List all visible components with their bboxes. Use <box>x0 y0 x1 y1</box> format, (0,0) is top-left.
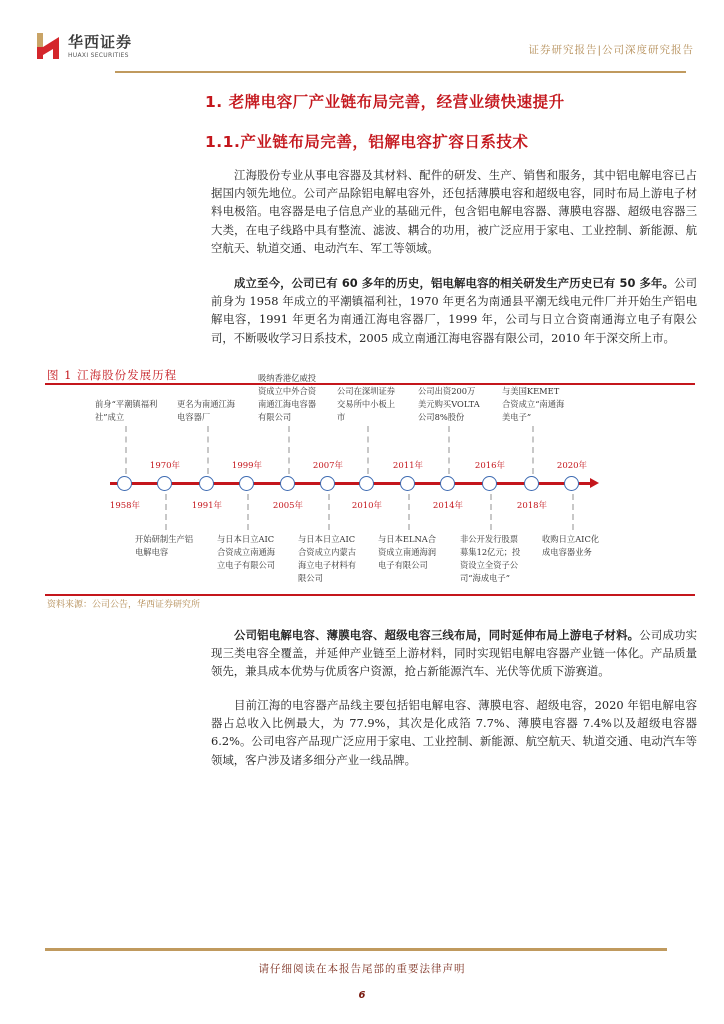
timeline-year-label: 2014年 <box>432 501 464 511</box>
timeline-event-note: 与美国KEMET合资成立“南通海美电子” <box>502 386 565 422</box>
paragraph-bold-lead: 成立至今，公司已有 60 多年的历史，铝电解电容的相关研发生产历史已有 50 多年。 <box>234 276 675 290</box>
timeline-event-note: 更名为南通江海电容器厂 <box>177 399 236 422</box>
timeline-arrow-icon <box>590 478 599 488</box>
timeline-year-label: 2020年 <box>556 461 588 471</box>
timeline-connector <box>490 494 492 530</box>
timeline-year-label: 2016年 <box>474 461 506 471</box>
timeline-event-note: 与日本日立AIC合资成立南通海立电子有限公司 <box>217 534 276 570</box>
timeline-year-label: 2011年 <box>392 461 424 471</box>
timeline-node <box>239 476 254 491</box>
timeline-year-label: 2007年 <box>312 461 344 471</box>
timeline-year-label: 1970年 <box>149 461 181 471</box>
paragraph-company-overview <box>211 166 697 257</box>
timeline-event-note: 公司出资200万美元购买VOLTA公司8%股份 <box>418 386 480 422</box>
paragraph-text: 公司前身为 1958 年成立的平潮镇福利社，1970 年更名为南通县平潮无线电元件厂并开始生产铝电解电容，1991 年更名为南通江海电容器厂，1999 年，公司与日立合资南通海立电子有限公司，不断吸收学习日系技术，2005 成立南通江海电容器有限公司，2010 年于深交所上市。 <box>211 276 697 345</box>
timeline-node <box>320 476 335 491</box>
logo-chinese-name: 华西证券 <box>68 33 133 51</box>
timeline-event-note: 收购日立AIC化成电容器业务 <box>542 534 600 557</box>
timeline-node <box>564 476 579 491</box>
timeline-node <box>199 476 214 491</box>
legal-disclaimer: 请仔细阅读在本报告尾部的重要法律声明 <box>258 963 466 975</box>
timeline-node <box>359 476 374 491</box>
timeline-event-note: 与日本日立AIC合资成立内蒙古海立电子材料有限公司 <box>298 534 357 583</box>
paragraph-text: 公司成功实现三类电容全覆盖，并延伸产业链至上游材料，同时实现铝电解电容器产业链一体化。产品质量领先，兼具成本优势与优质客户资源，抢占新能源汽车、光伏等优质下游赛道。 <box>211 628 697 679</box>
footer-divider <box>45 948 667 951</box>
timeline-connector <box>532 426 534 474</box>
section-heading-1: 1. 老牌电容厂产业链布局完善，经营业绩快速提升 <box>205 93 565 111</box>
timeline-event-note: 与日本ELNA合资成立南通海润电子有限公司 <box>378 534 437 570</box>
timeline-connector <box>328 494 330 530</box>
paragraph-company-history <box>211 274 697 347</box>
timeline-connector <box>165 494 167 530</box>
paragraph-product-lines <box>211 626 697 681</box>
timeline-year-label: 1991年 <box>191 501 223 511</box>
timeline-event-note: 吸纳香港亿威投资成立中外合资南通江海电容器有限公司 <box>258 373 317 422</box>
huaxi-logo-icon <box>37 33 59 59</box>
timeline-node <box>117 476 132 491</box>
timeline-node <box>400 476 415 491</box>
figure-source: 资料来源：公司公告，华西证券研究所 <box>47 600 201 610</box>
timeline-connector <box>367 426 369 474</box>
timeline-connector <box>572 494 574 530</box>
timeline-node <box>482 476 497 491</box>
timeline-year-label: 2018年 <box>516 501 548 511</box>
timeline-node <box>157 476 172 491</box>
timeline-event-note: 公司在深圳证券交易所中小板上市 <box>337 386 396 422</box>
header-divider <box>115 71 686 73</box>
timeline-event-note: 非公开发行股票募集12亿元；投资设立全资子公司“海成电子” <box>460 534 521 583</box>
figure-title: 图 1 江海股份发展历程 <box>47 368 178 382</box>
timeline-year-label: 2010年 <box>351 501 383 511</box>
timeline-node <box>524 476 539 491</box>
paragraph-text: 江海股份专业从事电容器及其材料、配件的研发、生产、销售和服务，其中铝电解电容已占据国内领先地位。公司产品除铝电解电容外，还包括薄膜电容和超级电容，同时布局上游电子材料电极箔。电容器是电子信息产业的基础元件，包含铝电解电容器、薄膜电容器、超级电容器三大类，在电子线路中具有整流、滤波、耦合的功用，被广泛应用于家电、工业控制、新能源、航空航天、轨道交通、电动汽车、军工等领域。 <box>211 168 697 255</box>
timeline-node <box>440 476 455 491</box>
paragraph-bold-lead: 公司铝电解电容、薄膜电容、超级电容三线布局，同时延伸布局上游电子材料。 <box>234 628 640 642</box>
timeline-axis <box>110 482 592 485</box>
figure-bottom-rule <box>45 594 695 596</box>
timeline-node <box>280 476 295 491</box>
report-type-label: 证券研究报告|公司深度研究报告 <box>528 44 694 56</box>
logo-english-name: HUAXI SECURITIES <box>68 52 129 59</box>
timeline-connector <box>408 494 410 530</box>
timeline-year-label: 1999年 <box>231 461 263 471</box>
timeline-connector <box>448 426 450 474</box>
timeline-connector <box>247 494 249 530</box>
timeline-connector <box>207 426 209 474</box>
timeline-connector <box>125 426 127 474</box>
page-number: 6 <box>358 990 366 1001</box>
timeline-year-label: 2005年 <box>272 501 304 511</box>
timeline-year-label: 1958年 <box>109 501 141 511</box>
paragraph-revenue-mix <box>211 696 697 769</box>
section-heading-1-1: 1.1.产业链布局完善，铝解电容扩容日系技术 <box>205 133 529 151</box>
timeline-event-note: 开始研制生产铝电解电容 <box>135 534 194 557</box>
timeline-event-note: 前身“平潮镇福利社”成立 <box>95 399 158 422</box>
paragraph-text: 目前江海的电容器产品线主要包括铝电解电容、薄膜电容、超级电容，2020 年铝电解电容器占总收入比例最大，为 77.9%，其次是化成箔 7.7%、薄膜电容器 7.4%以及超级电容器 6.2%。公司电容产品现广泛应用于家电、工业控制、新能源、航空航天、轨道交通、电动汽车等领域，客户涉及诸多细分产业一线品牌。 <box>211 698 697 767</box>
timeline-connector <box>288 426 290 474</box>
